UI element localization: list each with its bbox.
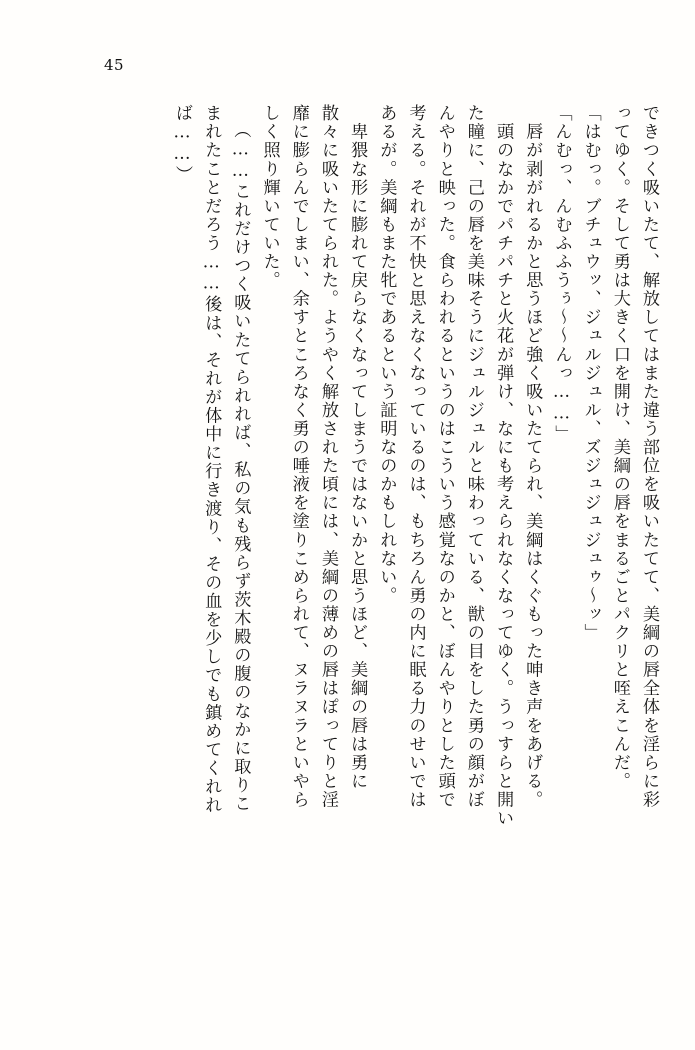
text-line: んやりと映った。食らわれるというのはこういう感覚なのかと、ぼんやりとした頭で — [434, 104, 455, 809]
text-line: 考える。それが不快と思えなくなっているのは、もちろん勇の内に眠る力のせいでは — [405, 104, 426, 809]
text-line: まれたことだろう……後は、それが体中に行き渡り、その血を少しでも鎮めてくれれ — [201, 104, 222, 815]
text-line: しく照り輝いていた。 — [259, 104, 280, 290]
text-line: （……これだけつく吸いたてられれば、私の気も残らず茨木殿の腹のなかに取りこ — [230, 121, 251, 813]
text-line: あるが。美綱もまた牝であるという証明なのかもしれない。 — [376, 104, 397, 605]
page-number: 45 — [104, 56, 125, 74]
text-line: 頭のなかでパチパチと火花が弾け、なにも考えられなくなってゆく。うっすらと開い — [493, 104, 514, 828]
text-line: 散々に吸いたてられた。ようやく解放された頃には、美綱の薄めの唇はぽってりと淫 — [317, 104, 338, 809]
text-line: できつく吸いたて、解放してはまた違う部位を吸いたてて、美綱の唇全体を淫らに彩 — [639, 104, 659, 809]
text-line: 卑猥な形に膨れて戻らなくなってしまうではないかと思うほど、美綱の唇は勇に — [347, 104, 368, 791]
text-line: 「んむっ、んむふふうぅ〜〜んっ……」 — [551, 104, 572, 444]
text-line: ば……） — [172, 104, 192, 184]
text-line: 靡に膨らんでしまい、余すところなく勇の唾液を塗りこめられて、ヌラヌラといやら — [288, 104, 309, 809]
vertical-text-body — [40, 104, 657, 984]
text-line: 「はむっ。ブチュウッ、ジュルジュル、ズジュジュジュゥ〜ッ」 — [580, 104, 601, 642]
text-line: た瞳に、己の唇を美味そうにジュルジュルと味わっている、獣の目をした勇の顔がぼ — [463, 104, 484, 809]
text-line: ってゆく。そして勇は大きく口を開け、美綱の唇をまるごとパクリと咥えこんだ。 — [609, 104, 630, 791]
text-line: 唇が剥がれるかと思うほど強く吸いたてられ、美綱はくぐもった呻き声をあげる。 — [522, 104, 543, 809]
